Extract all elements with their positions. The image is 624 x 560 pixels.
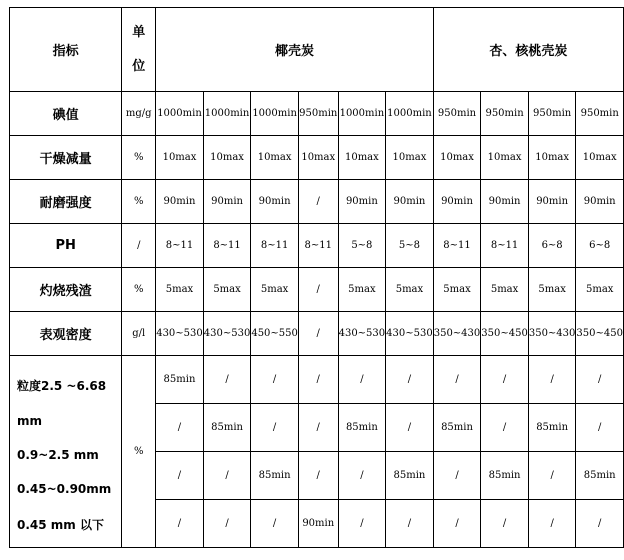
- grain-value-cell: /: [576, 356, 624, 404]
- grain-value-cell: /: [338, 452, 386, 500]
- value-cell: 5~8: [338, 224, 386, 268]
- row-unit-cell: g/l: [122, 312, 156, 356]
- value-cell: 10max: [433, 136, 481, 180]
- value-cell: 950min: [481, 92, 529, 136]
- value-cell: 5~8: [386, 224, 434, 268]
- value-cell: /: [298, 312, 338, 356]
- value-cell: 950min: [298, 92, 338, 136]
- value-cell: 8~11: [298, 224, 338, 268]
- value-cell: 5max: [251, 268, 299, 312]
- value-cell: 430~530: [338, 312, 386, 356]
- value-cell: 10max: [298, 136, 338, 180]
- header-group-nut: 杏、核桃壳炭: [433, 8, 623, 92]
- grain-value-cell: 85min: [386, 452, 434, 500]
- grain-value-cell: /: [528, 500, 576, 548]
- table-row: [10, 224, 624, 268]
- grain-value-cell: /: [386, 500, 434, 548]
- grain-value-cell: /: [298, 452, 338, 500]
- value-cell: 8~11: [203, 224, 251, 268]
- value-cell: 950min: [576, 92, 624, 136]
- value-cell: 5max: [156, 268, 204, 312]
- value-cell: 1000min: [251, 92, 299, 136]
- value-cell: 5max: [528, 268, 576, 312]
- grain-value-cell: 85min: [481, 452, 529, 500]
- value-cell: 350~450: [481, 312, 529, 356]
- row-name-cell: 耐磨强度: [10, 180, 122, 224]
- value-cell: 5max: [203, 268, 251, 312]
- table-row: [10, 180, 624, 224]
- grain-value-cell: 90min: [298, 500, 338, 548]
- value-cell: 350~450: [576, 312, 624, 356]
- value-cell: 8~11: [251, 224, 299, 268]
- table-row: [10, 268, 624, 312]
- value-cell: 6~8: [528, 224, 576, 268]
- value-cell: /: [298, 268, 338, 312]
- value-cell: 5max: [576, 268, 624, 312]
- value-cell: 430~530: [386, 312, 434, 356]
- table-row: [10, 136, 624, 180]
- value-cell: 1000min: [203, 92, 251, 136]
- value-cell: 90min: [156, 180, 204, 224]
- grain-value-cell: /: [251, 404, 299, 452]
- value-cell: 90min: [528, 180, 576, 224]
- grain-label-cell: [10, 356, 122, 548]
- grain-value-cell: /: [433, 452, 481, 500]
- grain-value-cell: /: [338, 356, 386, 404]
- value-cell: 10max: [203, 136, 251, 180]
- grain-value-cell: 85min: [528, 404, 576, 452]
- value-cell: 950min: [528, 92, 576, 136]
- value-cell: 350~430: [528, 312, 576, 356]
- value-cell: 90min: [203, 180, 251, 224]
- grain-row: [10, 356, 624, 404]
- grain-value-cell: /: [386, 404, 434, 452]
- grain-value-cell: /: [251, 500, 299, 548]
- header-unit-line2: 位: [132, 58, 146, 74]
- value-cell: 10max: [251, 136, 299, 180]
- value-cell: 1000min: [386, 92, 434, 136]
- grain-value-cell: /: [156, 452, 204, 500]
- grain-label-line: 0.45~0.90mm: [17, 481, 112, 496]
- grain-value-cell: 85min: [338, 404, 386, 452]
- value-cell: 1000min: [338, 92, 386, 136]
- row-unit-cell: mg/g: [122, 92, 156, 136]
- grain-value-cell: 85min: [203, 404, 251, 452]
- row-unit-cell: %: [122, 268, 156, 312]
- header-row: [10, 8, 624, 92]
- grain-value-cell: /: [481, 500, 529, 548]
- row-unit-cell: %: [122, 136, 156, 180]
- header-group-coconut: 椰壳炭: [156, 8, 434, 92]
- grain-value-cell: 85min: [156, 356, 204, 404]
- row-name-cell: 灼烧残渣: [10, 268, 122, 312]
- grain-label-line: 0.9~2.5 mm: [17, 447, 99, 462]
- row-name-cell: 干燥减量: [10, 136, 122, 180]
- value-cell: 10max: [481, 136, 529, 180]
- grain-unit-cell: %: [122, 356, 156, 548]
- value-cell: 10max: [528, 136, 576, 180]
- grain-value-cell: /: [203, 500, 251, 548]
- value-cell: 6~8: [576, 224, 624, 268]
- value-cell: 90min: [338, 180, 386, 224]
- value-cell: 10max: [576, 136, 624, 180]
- row-unit-cell: /: [122, 224, 156, 268]
- value-cell: 430~530: [156, 312, 204, 356]
- grain-value-cell: /: [481, 356, 529, 404]
- grain-value-cell: /: [251, 356, 299, 404]
- value-cell: 10max: [386, 136, 434, 180]
- grain-value-cell: /: [156, 404, 204, 452]
- value-cell: 90min: [576, 180, 624, 224]
- header-unit-line1: 单: [132, 24, 146, 40]
- value-cell: 1000min: [156, 92, 204, 136]
- value-cell: 8~11: [433, 224, 481, 268]
- grain-label-line: 0.45 mm 以下: [17, 517, 104, 532]
- value-cell: 10max: [338, 136, 386, 180]
- value-cell: 10max: [156, 136, 204, 180]
- value-cell: 950min: [433, 92, 481, 136]
- value-cell: 90min: [433, 180, 481, 224]
- row-name-cell: PH: [10, 224, 122, 268]
- value-cell: 90min: [251, 180, 299, 224]
- value-cell: 8~11: [156, 224, 204, 268]
- value-cell: 8~11: [481, 224, 529, 268]
- grain-label-line: 粒度2.5 ~6.68: [17, 378, 107, 393]
- table-row: [10, 92, 624, 136]
- grain-value-cell: 85min: [433, 404, 481, 452]
- value-cell: 450~550: [251, 312, 299, 356]
- spec-table: [9, 7, 624, 548]
- row-name-cell: 表观密度: [10, 312, 122, 356]
- grain-value-cell: /: [386, 356, 434, 404]
- grain-value-cell: 85min: [251, 452, 299, 500]
- grain-value-cell: /: [528, 356, 576, 404]
- grain-label-line: mm: [17, 413, 43, 428]
- grain-value-cell: /: [576, 404, 624, 452]
- header-unit-cell: [122, 8, 156, 92]
- grain-value-cell: /: [298, 404, 338, 452]
- grain-value-cell: /: [433, 356, 481, 404]
- value-cell: 5max: [481, 268, 529, 312]
- grain-value-cell: /: [481, 404, 529, 452]
- value-cell: 5max: [338, 268, 386, 312]
- value-cell: 5max: [433, 268, 481, 312]
- grain-value-cell: /: [298, 356, 338, 404]
- grain-value-cell: /: [433, 500, 481, 548]
- grain-value-cell: /: [528, 452, 576, 500]
- table-row: [10, 312, 624, 356]
- value-cell: /: [298, 180, 338, 224]
- grain-value-cell: 85min: [576, 452, 624, 500]
- value-cell: 350~430: [433, 312, 481, 356]
- value-cell: 430~530: [203, 312, 251, 356]
- value-cell: 90min: [386, 180, 434, 224]
- row-name-cell: 碘值: [10, 92, 122, 136]
- header-item-cell: 指标: [10, 8, 122, 92]
- grain-value-cell: /: [576, 500, 624, 548]
- grain-value-cell: /: [203, 356, 251, 404]
- value-cell: 90min: [481, 180, 529, 224]
- grain-value-cell: /: [338, 500, 386, 548]
- value-cell: 5max: [386, 268, 434, 312]
- grain-value-cell: /: [156, 500, 204, 548]
- row-unit-cell: %: [122, 180, 156, 224]
- grain-value-cell: /: [203, 452, 251, 500]
